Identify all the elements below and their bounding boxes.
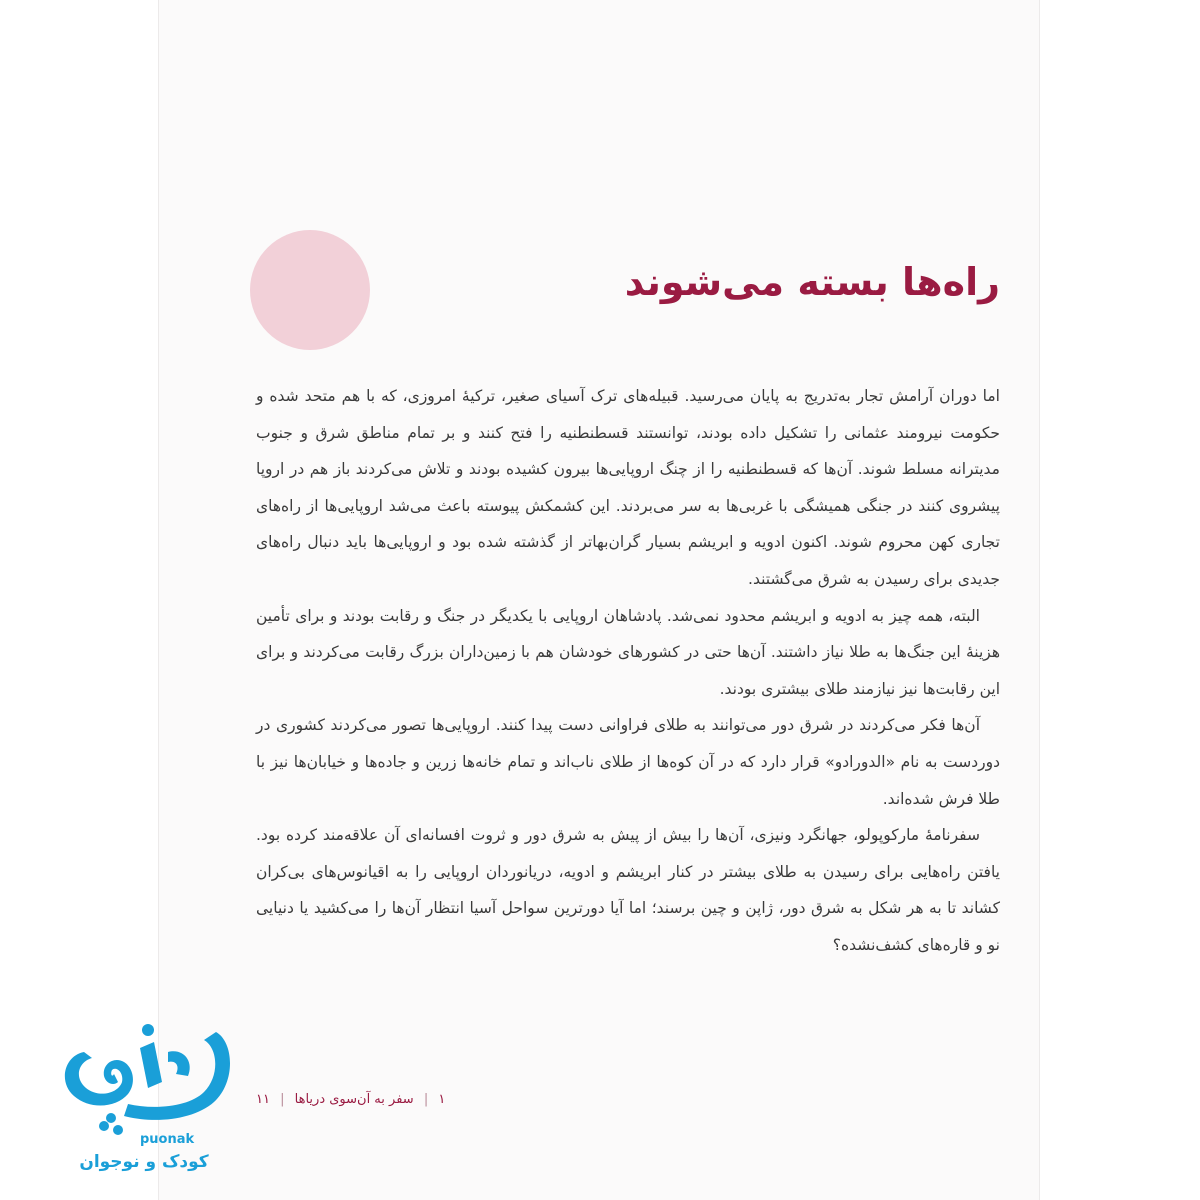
paragraph: البته، همه چیز به ادویه و ابریشم محدود نمی‌شد. پادشاهان اروپایی با یکدیگر در جنگ و رقابت بودند و برای تأمین هزینهٔ این جنگ‌ها به طلا نیاز داشتند. آن‌ها حتی در کشورهای خودشان هم با زمین‌داران بزرگ رقابت می‌کردند و برای این رقابت‌ها نیز نیازمند طلای بیشتری بودند. (256, 606, 1000, 698)
puonak-logo (44, 1012, 244, 1192)
chapter-number: ۱ (438, 1092, 446, 1107)
footer-separator: | (423, 1092, 429, 1107)
logo-tagline: کودک و نوجوان (79, 1152, 209, 1172)
paragraph: آن‌ها فکر می‌کردند در شرق دور می‌توانند به طلای فراوانی دست پیدا کنند. اروپایی‌ها تصور می‌کردند کشوری در دوردست به نام «الدورادو» قرار دارد که در آن کوه‌ها از طلای ناب‌اند و تمام خانه‌ها زرین و جاده‌ها و خیابان‌ها نیز با طلا فرش شده‌اند. (256, 716, 1000, 808)
chapter-heading (158, 230, 1000, 350)
body-text (256, 378, 1000, 964)
chapter-title: راه‌ها بسته می‌شوند (624, 260, 1000, 304)
page-footer (256, 1092, 445, 1107)
book-page (158, 0, 1040, 1200)
page-number: ۱۱ (256, 1092, 270, 1107)
paragraph: سفرنامهٔ مارکوپولو، جهانگرد ونیزی، آن‌ها را بیش از پیش به شرق دور و ثروت افسانه‌ای آن علاقه‌مند کرده بود. یافتن راه‌هایی برای رسیدن به طلای بیشتر در کنار ابریشم و ادویه، دریانوردان اروپایی را به اقیانوس‌های بی‌کران کشاند تا به هر شکل به شرق دور، ژاپن و چین برسند؛ اما آیا دورترین سواحل آسیا انتظار آن‌ها را می‌کشید یا دنیایی نو و قاره‌های کشف‌نشده؟ (256, 826, 1000, 954)
book-title: سفر به آن‌سوی دریاها (294, 1092, 414, 1107)
footer-separator: | (280, 1092, 285, 1107)
title-decor-circle (250, 230, 370, 350)
paragraph: اما دوران آرامش تجار به‌تدریج به پایان می‌رسید. قبیله‌های ترک آسیای صغیر، ترکیهٔ امروزی، که با هم متحد شده و حکومت نیرومند عثمانی را تشکیل داده بودند، توانستند قسطنطنیه را فتح کنند و بر تمام مناطق شرق و جنوب مدیترانه مسلط شوند. آن‌ها که قسطنطنیه را از چنگ اروپایی‌ها بیرون کشیده بودند و تلاش می‌کردند باز هم در اروپا پیشروی کنند در جنگی همیشگی با غربی‌ها به سر می‌بردند. این کشمکش پیوسته باعث می‌شد اروپایی‌ها از راه‌های تجاری کهن محروم شوند. اکنون ادویه و ابریشم بسیار گران‌بهاتر از گذشته شده بود و اروپایی‌ها باید دنبال راه‌های جدیدی برای رسیدن به شرق می‌گشتند. (256, 387, 1000, 588)
logo-mark-icon (44, 1012, 244, 1142)
logo-latin-name: puonak (140, 1132, 195, 1147)
